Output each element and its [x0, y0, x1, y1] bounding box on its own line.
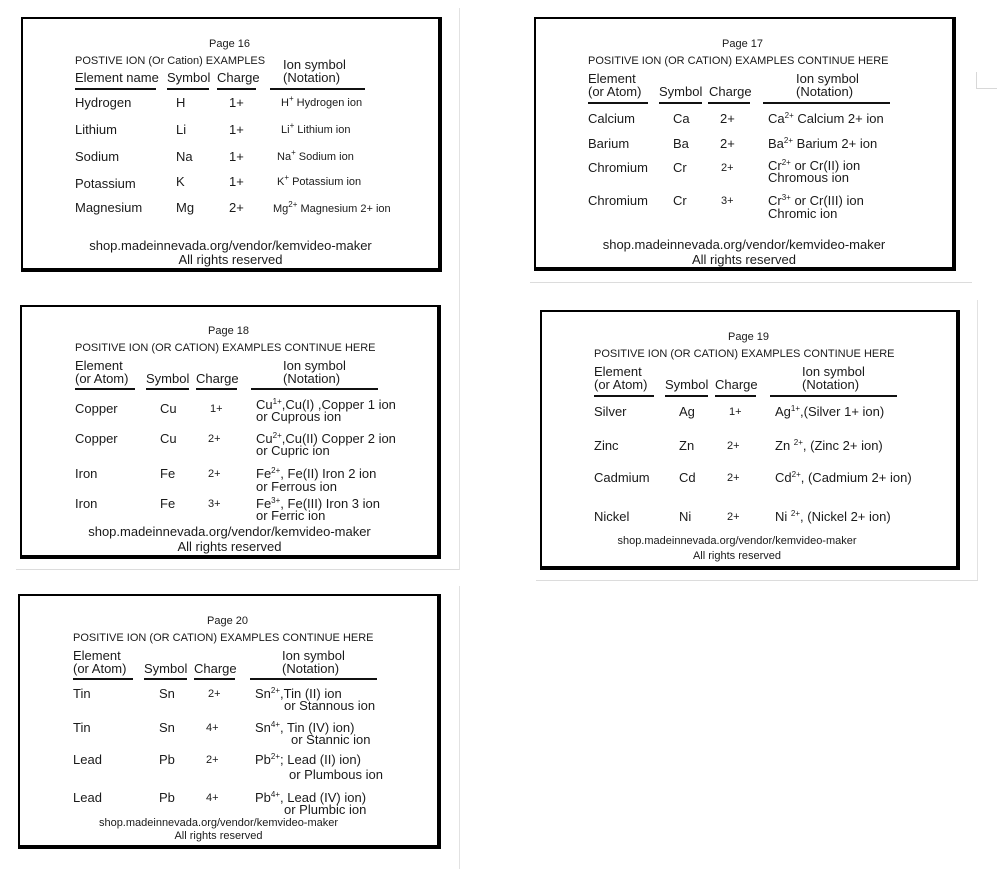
header-underline: [250, 678, 377, 680]
row-symbol: Cu: [160, 431, 177, 446]
row-charge: 1+: [729, 406, 742, 418]
header-underline: [588, 102, 648, 104]
page-label: Page 19: [728, 331, 769, 343]
right-frame-bottom: [536, 580, 978, 581]
header-underline: [146, 388, 189, 390]
row-charge: 2+: [727, 440, 740, 452]
footer-rights: All rights reserved: [692, 550, 782, 562]
row-ion-notation: $Cd^{2+}$, (Cadmium 2+ ion): [775, 470, 912, 485]
header-symbol: Symbol: [144, 661, 188, 676]
row-ion-notation: $Ca^{2+}$ Calcium 2+ ion: [768, 111, 884, 126]
row-element: Iron: [75, 496, 98, 511]
footer-vendor-url: shop.madeinnevada.org/vendor/kemvideo-maker: [617, 535, 857, 547]
row-ion-notation-line2: Chromic ion: [768, 206, 838, 221]
page-card-17: [534, 17, 956, 271]
row-ion-notation: H+ Hydrogen ion: [281, 94, 363, 109]
page-label: Page 16: [209, 38, 250, 50]
row-ion-notation-line2: or Ferric ion: [256, 508, 326, 523]
row-ion-notation: $Cr^{3+}$ or Cr(III) ion: [768, 193, 864, 208]
row-ion-notation: $Pb^{2+}$; Lead (II) ion): [255, 752, 361, 767]
row-ion-notation-line2: or Plumbic ion: [284, 802, 367, 817]
row-charge: 1+: [210, 403, 223, 415]
page-title: POSITIVE ION (OR CATION) EXAMPLES CONTINUE HERE: [588, 55, 889, 67]
header-element-line1: Element: [75, 358, 123, 373]
row-symbol: Cr: [673, 160, 687, 175]
header-underline: [251, 388, 378, 390]
header-underline: [167, 88, 209, 90]
header-ion-line1: Ion symbol: [796, 71, 859, 86]
header-ion-line2: (Notation): [802, 377, 860, 392]
row-ion-notation: $Cr^{2+}$ or Cr(II) ion: [768, 158, 861, 173]
header-ion-line1: Ion symbol: [282, 648, 345, 663]
header-symbol: Symbol: [167, 70, 211, 85]
row-symbol: Ag: [679, 404, 695, 419]
row-symbol: Cd: [679, 470, 696, 485]
header-element-line1: Element: [73, 648, 121, 663]
row-element: Chromium: [588, 193, 648, 208]
row-ion-notation: $Fe^{3+}$, Fe(III) Iron 3 ion: [256, 496, 380, 511]
header-charge: Charge: [217, 70, 260, 85]
footer-vendor-url: shop.madeinnevada.org/vendor/kemvideo-maker: [602, 237, 886, 252]
header-element-line2: (or Atom): [75, 371, 129, 386]
row-symbol: Mg: [176, 200, 195, 215]
row-charge: 3+: [208, 498, 221, 510]
row-ion-notation-line2: or Ferrous ion: [256, 479, 337, 494]
row-charge: 2+: [721, 162, 734, 174]
row-ion-notation: Na+ Sodium ion: [277, 148, 354, 163]
row-ion-notation: $Cu^{1+},Cu(I)$ ,Copper 1 ion: [256, 397, 396, 412]
row-ion-notation: $Ba^{2+}$ Barium 2+ ion: [768, 136, 878, 151]
row-symbol: Pb: [159, 752, 175, 767]
header-underline: [194, 678, 235, 680]
page-card-20: [18, 594, 441, 849]
header-underline: [217, 88, 256, 90]
row-element: Zinc: [594, 438, 619, 453]
header-underline: [665, 395, 708, 397]
header-underline: [708, 102, 750, 104]
row-element: Chromium: [588, 160, 648, 175]
row-charge: 2+: [208, 468, 221, 480]
row-ion-notation-line2: or Cupric ion: [256, 443, 330, 458]
row-charge: 2+: [727, 511, 740, 523]
row-element: Sodium: [75, 149, 120, 164]
row-ion-notation: Ni $^{2+}$, (Nickel 2+ ion): [775, 509, 891, 524]
page-title: POSITIVE ION (OR CATION) EXAMPLES CONTINUE HERE: [73, 632, 374, 644]
row-ion-notation: Li+ Lithium ion: [281, 121, 351, 136]
row-charge: 2+: [208, 688, 221, 700]
header-underline: [594, 395, 654, 397]
row-ion-notation-line2: or Stannous ion: [284, 698, 376, 713]
header-ion-line1: Ion symbol: [283, 57, 346, 72]
row-symbol: Ca: [673, 111, 690, 126]
row-symbol: Ni: [679, 509, 692, 524]
row-charge: 4+: [206, 792, 219, 804]
row-charge: 2+: [208, 433, 221, 445]
footer-rights: All rights reserved: [178, 252, 283, 267]
column-divider-top: [459, 8, 460, 570]
header-ion-line2: (Notation): [796, 84, 854, 99]
header-ion-line2: (Notation): [282, 661, 340, 676]
row-symbol: Sn: [159, 720, 175, 735]
header-underline: [270, 88, 365, 90]
page-corner-mark: [976, 72, 997, 89]
page-card-18: [20, 305, 441, 559]
row-ion-notation-line2: or Cuprous ion: [256, 409, 342, 424]
header-ion-line2: (Notation): [283, 371, 341, 386]
header-symbol: Symbol: [665, 377, 709, 392]
header-element-line2: (or Atom): [588, 84, 642, 99]
footer-vendor-url: shop.madeinnevada.org/vendor/kemvideo-maker: [98, 817, 339, 829]
header-underline: [73, 678, 133, 680]
header-underline: [763, 102, 890, 104]
row-element: Copper: [75, 431, 118, 446]
header-ion-line1: Ion symbol: [802, 364, 865, 379]
row-element: Potassium: [75, 176, 136, 191]
row-element: Silver: [594, 404, 627, 419]
column-divider-bottom: [459, 586, 460, 869]
row-ion-notation: $Sn^{2+},Tin$ (II) ion: [255, 686, 342, 701]
row-ion-notation: $Cu^{2+},Cu(II)$ Copper 2 ion: [256, 431, 396, 446]
row-element: Lead: [73, 790, 102, 805]
header-underline: [144, 678, 187, 680]
row-charge: 2+: [720, 111, 735, 126]
header-underline: [75, 88, 156, 90]
row-ion-notation: K+ Potassium ion: [277, 173, 362, 188]
page-card-19: [540, 310, 960, 570]
page-title: POSTIVE ION (Or Cation) EXAMPLES: [75, 55, 266, 67]
header-ion-line2: (Notation): [283, 70, 341, 85]
row-ion-notation: $Fe^{2+}$, Fe(II) Iron 2 ion: [256, 466, 377, 481]
row-ion-notation: $Mg^{2+}$ Magnesium 2+ ion: [273, 200, 391, 215]
row-charge: 1+: [229, 95, 244, 110]
row-charge: 4+: [206, 722, 219, 734]
row-charge: 2+: [229, 200, 244, 215]
row-ion-notation-line2: or Stannic ion: [291, 732, 371, 747]
footer-vendor-url: shop.madeinnevada.org/vendor/kemvideo-maker: [89, 238, 372, 253]
footer-rights: All rights reserved: [691, 252, 797, 267]
row-ion-notation: Zn $^{2+}$, (Zinc 2+ ion): [775, 438, 883, 453]
page-label: Page 20: [207, 615, 248, 627]
row-symbol: Pb: [159, 790, 175, 805]
page-title: POSITIVE ION (OR CATION) EXAMPLES CONTINUE HERE: [594, 348, 895, 360]
row-symbol: Cr: [673, 193, 687, 208]
header-symbol: Symbol: [146, 371, 190, 386]
row-element: Iron: [75, 466, 98, 481]
header-underline: [770, 395, 897, 397]
header-symbol: Symbol: [659, 84, 703, 99]
row-ion-notation: $Pb^{4+}$, Lead (IV) ion): [255, 790, 367, 805]
row-element: Tin: [73, 686, 91, 701]
header-underline: [75, 388, 135, 390]
row-element: Calcium: [588, 111, 635, 126]
header-charge: Charge: [194, 661, 237, 676]
row-element: Lead: [73, 752, 102, 767]
header-underline: [659, 102, 702, 104]
header-charge: Charge: [709, 84, 752, 99]
row-element: Hydrogen: [75, 95, 132, 110]
row-ion-notation-line2: Chromous ion: [768, 170, 849, 185]
page-card-16: [21, 17, 442, 272]
row-symbol: Na: [176, 149, 193, 164]
row-symbol: Fe: [160, 496, 176, 511]
row-charge: 2+: [206, 754, 219, 766]
header-underline: [715, 395, 756, 397]
row-ion-notation: $Sn^{4+}$, Tin (IV) ion): [255, 720, 355, 735]
row-divider-left: [16, 569, 459, 570]
row-divider-right-top: [530, 282, 972, 283]
row-charge: 1+: [229, 122, 244, 137]
row-ion-notation-line2: or Plumbous ion: [289, 767, 383, 782]
row-charge: 2+: [727, 472, 740, 484]
header-charge: Charge: [196, 371, 239, 386]
row-symbol: K: [176, 174, 185, 189]
row-symbol: Cu: [160, 401, 177, 416]
row-symbol: H: [176, 95, 186, 110]
header-charge: Charge: [715, 377, 758, 392]
row-charge: 3+: [721, 195, 734, 207]
header-ion-line1: Ion symbol: [283, 358, 346, 373]
row-ion-notation: $Ag^{1+},(Silver$ 1+ ion): [775, 404, 885, 419]
row-element: Copper: [75, 401, 118, 416]
footer-rights: All rights reserved: [177, 539, 282, 554]
row-charge: 2+: [720, 136, 735, 151]
header-underline: [196, 388, 237, 390]
row-symbol: Li: [176, 122, 187, 137]
row-symbol: Fe: [160, 466, 176, 481]
footer-rights: All rights reserved: [174, 830, 263, 842]
header-element-line1: Element: [594, 364, 642, 379]
right-frame-edge: [977, 300, 978, 580]
footer-vendor-url: shop.madeinnevada.org/vendor/kemvideo-maker: [88, 524, 371, 539]
header-element-line2: (or Atom): [73, 661, 127, 676]
row-charge: 1+: [229, 174, 244, 189]
row-symbol: Sn: [159, 686, 175, 701]
row-element: Tin: [73, 720, 91, 735]
page-label: Page 17: [722, 38, 763, 50]
row-element: Lithium: [75, 122, 117, 137]
row-charge: 1+: [229, 149, 244, 164]
row-element: Cadmium: [594, 470, 650, 485]
header-element-line1: Element: [588, 71, 636, 86]
header-element-line2: (or Atom): [594, 377, 648, 392]
row-symbol: Zn: [679, 438, 695, 453]
row-symbol: Ba: [673, 136, 689, 151]
header-element: Element name: [75, 70, 159, 85]
row-element: Nickel: [594, 509, 630, 524]
row-element: Magnesium: [75, 200, 143, 215]
page-label: Page 18: [208, 325, 249, 337]
page-title: POSITIVE ION (OR CATION) EXAMPLES CONTINUE HERE: [75, 342, 376, 354]
row-element: Barium: [588, 136, 630, 151]
